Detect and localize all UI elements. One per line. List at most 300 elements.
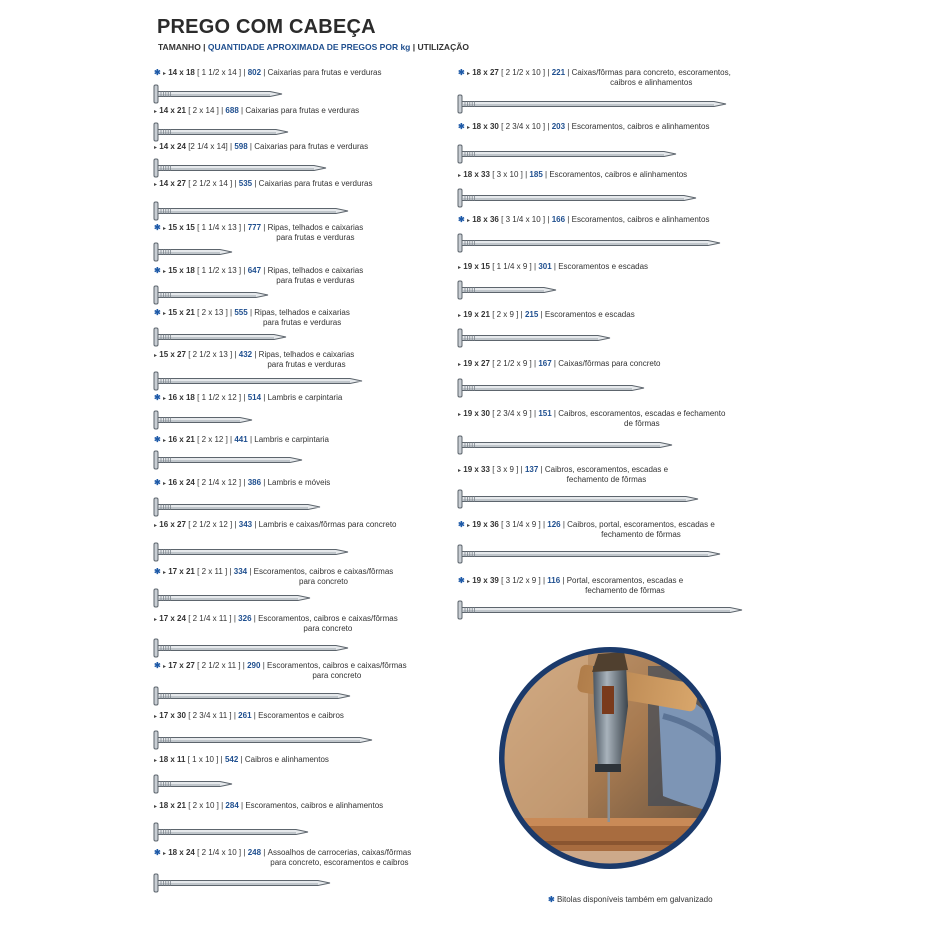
nail-use	[268, 393, 343, 403]
nail-quantity: 137	[524, 465, 539, 474]
nail-label	[458, 359, 660, 371]
nail-use-line: Lambris e móveis	[267, 478, 331, 487]
nail-icon	[152, 820, 312, 844]
separator: |	[567, 68, 570, 77]
separator: |	[520, 310, 523, 319]
triangle-right-icon: ▸	[466, 523, 470, 529]
nail-inch-size: [ 2 1/2 x 9 ]	[492, 359, 532, 368]
asterisk-icon: ✱	[458, 520, 465, 529]
nail-use	[545, 465, 668, 484]
legend-quantity: QUANTIDADE APROXIMADA DE PREGOS POR kg	[207, 42, 411, 52]
nail-use	[558, 262, 648, 272]
nail-size: 15 x 18	[168, 266, 195, 275]
triangle-right-icon: ▸	[458, 412, 462, 418]
nail-label	[458, 465, 668, 484]
separator: |	[230, 308, 233, 317]
triangle-right-icon: ▸	[162, 269, 166, 275]
nail-use	[254, 435, 329, 445]
nail-label	[154, 106, 359, 118]
separator: |	[254, 350, 257, 359]
nail-icon	[152, 283, 272, 307]
nail-label	[154, 393, 342, 405]
separator: |	[243, 223, 246, 232]
nail-use	[245, 755, 329, 765]
nail-inch-size: [ 2 1/2 x 14 ]	[188, 179, 233, 188]
separator: |	[234, 350, 237, 359]
nail-use-line: para concreto	[299, 576, 348, 586]
nail-quantity: 334	[233, 567, 248, 576]
nail-size: 19 x 30	[463, 409, 490, 418]
nail-size: 18 x 11	[159, 755, 186, 764]
triangle-right-icon: ▸	[154, 617, 158, 623]
nail-label	[458, 122, 709, 134]
nail-label	[154, 755, 329, 767]
separator: |	[249, 435, 253, 444]
nail-use-line: caibros e alinhamentos	[610, 77, 693, 87]
separator: |	[221, 106, 224, 115]
separator: |	[253, 711, 256, 720]
nail-icon	[456, 142, 680, 166]
nail-quantity: 290	[247, 661, 261, 670]
nail-quantity: 203	[551, 122, 566, 131]
nail-label	[154, 661, 407, 680]
nail-quantity: 432	[238, 350, 253, 359]
nail-size: 15 x 15	[168, 223, 195, 232]
nail-size: 18 x 21	[159, 801, 186, 810]
nail-label	[458, 68, 731, 87]
nail-use	[268, 266, 364, 285]
nail-use-line: Escoramentos, caibros e alinhamentos	[245, 801, 384, 810]
nail-use-line: Caibros, escoramentos, escadas e	[544, 465, 669, 474]
nail-use-line: Portal, escoramentos, escadas e	[566, 576, 684, 585]
triangle-right-icon: ▸	[154, 145, 158, 151]
nail-inch-size: [ 2 x 10 ]	[188, 801, 219, 810]
nail-quantity: 441	[234, 435, 248, 444]
separator: |	[243, 848, 246, 857]
triangle-right-icon: ▸	[458, 468, 462, 474]
nail-size: 16 x 24	[168, 478, 195, 487]
nail-quantity: 542	[224, 755, 239, 764]
nail-size: 17 x 30	[159, 711, 186, 720]
nail-use	[558, 359, 660, 369]
asterisk-icon: ✱	[154, 848, 161, 857]
triangle-right-icon: ▸	[458, 362, 462, 368]
nail-label	[154, 142, 368, 154]
separator: |	[243, 478, 246, 487]
nail-icon	[152, 199, 352, 223]
nail-icon	[152, 495, 324, 519]
nail-use	[254, 142, 368, 152]
asterisk-icon: ✱	[154, 223, 161, 232]
nail-use	[268, 68, 382, 78]
nail-size: 14 x 21	[159, 106, 186, 115]
nail-use	[268, 478, 331, 488]
separator: |	[249, 142, 252, 151]
hammer-photo	[498, 646, 722, 870]
triangle-right-icon: ▸	[458, 265, 462, 271]
legend-use: | UTILIZAÇÃO	[412, 42, 469, 52]
asterisk-icon: ✱	[458, 68, 465, 77]
nail-label	[458, 409, 725, 428]
asterisk-icon: ✱	[458, 576, 465, 585]
nail-use-line: fechamento de fôrmas	[585, 585, 665, 595]
nail-size: 19 x 36	[472, 520, 499, 529]
nail-size: 15 x 21	[168, 308, 195, 317]
nail-quantity: 215	[524, 310, 539, 319]
asterisk-icon: ✱	[154, 308, 161, 317]
nail-inch-size: [ 3 x 10 ]	[492, 170, 523, 179]
nail-use-line: Escoramentos, caibros e caixas/fôrmas	[258, 614, 398, 623]
nail-icon	[152, 586, 314, 610]
nail-size: 17 x 24	[159, 614, 186, 623]
nail-icon	[152, 871, 334, 895]
footnote	[548, 895, 713, 904]
triangle-right-icon: ▸	[162, 481, 166, 487]
separator: |	[540, 465, 543, 474]
nail-size: 16 x 18	[168, 393, 195, 402]
separator: |	[243, 68, 246, 77]
nail-use	[268, 848, 412, 867]
nail-inch-size: [ 2 1/4 x 11 ]	[188, 614, 232, 623]
nail-use	[268, 223, 364, 242]
nail-inch-size: [ 2 3/4 x 11 ]	[188, 711, 232, 720]
nail-use-line: Lambris e caixas/fôrmas para concreto	[258, 520, 397, 529]
nail-label	[458, 310, 635, 322]
nail-inch-size: [ 1 1/4 x 9 ]	[492, 262, 532, 271]
separator: |	[553, 409, 556, 418]
nail-inch-size: [ 1 1/4 x 13 ]	[197, 223, 242, 232]
nail-label	[154, 520, 397, 532]
separator: |	[263, 68, 266, 77]
separator: |	[525, 170, 528, 179]
nail-use-line: Caixarias para frutas e verduras	[245, 106, 360, 115]
nail-quantity: 514	[247, 393, 262, 402]
nail-label	[154, 711, 344, 723]
nail-label	[154, 801, 383, 813]
nail-use	[245, 106, 359, 116]
nail-use	[572, 68, 731, 87]
separator: |	[263, 393, 266, 402]
nail-quantity: 248	[247, 848, 262, 857]
triangle-right-icon: ▸	[458, 313, 462, 319]
nail-icon	[152, 540, 352, 564]
nail-size: 19 x 15	[463, 262, 490, 271]
nail-size: 19 x 33	[463, 465, 490, 474]
nail-use-line: para frutas e verduras	[267, 359, 346, 369]
nail-icon	[152, 772, 236, 796]
nail-inch-size: [ 3 1/2 x 9 ]	[501, 576, 541, 585]
nail-size: 19 x 39	[472, 576, 499, 585]
nail-use-line: para concreto	[312, 670, 362, 680]
nail-icon	[456, 376, 648, 400]
nail-use-line: de fôrmas	[624, 418, 660, 428]
asterisk-icon: ✱	[154, 478, 161, 487]
separator: |	[241, 106, 244, 115]
separator: |	[233, 711, 236, 720]
nail-label	[154, 179, 373, 191]
nail-icon	[456, 433, 676, 457]
nail-use	[572, 122, 710, 132]
asterisk-icon: ✱	[458, 122, 465, 131]
nail-use	[567, 520, 715, 539]
separator: |	[534, 359, 537, 368]
nail-icon	[456, 231, 724, 255]
nail-icon	[152, 728, 376, 752]
nail-quantity: 126	[547, 520, 561, 529]
triangle-right-icon: ▸	[458, 173, 462, 179]
nail-use-line: Caibros, portal, escoramentos, escadas e	[567, 520, 715, 529]
triangle-right-icon: ▸	[154, 182, 158, 188]
asterisk-icon: ✱	[154, 661, 161, 670]
nail-use-line: Assoalhos de carrocerias, caixas/fôrmas	[267, 848, 412, 857]
separator: |	[534, 409, 537, 418]
nail-use	[254, 567, 394, 586]
separator: |	[230, 142, 233, 151]
nail-use-line: para frutas e verduras	[262, 317, 342, 327]
nail-quantity: 343	[238, 520, 253, 529]
nail-icon	[152, 369, 366, 393]
triangle-right-icon: ▸	[154, 353, 158, 359]
separator: |	[243, 266, 246, 275]
nail-use-line: Escoramentos e caibros	[258, 711, 344, 720]
asterisk-icon: ✱	[458, 215, 465, 224]
nail-icon	[152, 408, 256, 432]
nail-inch-size: [ 3 x 9 ]	[492, 465, 519, 474]
nail-inch-size: [ 1 1/2 x 12 ]	[197, 393, 242, 402]
nail-size: 17 x 27	[168, 661, 195, 670]
nail-use	[267, 661, 407, 680]
nail-inch-size: [ 1 x 10 ]	[187, 755, 219, 764]
separator: |	[249, 308, 253, 317]
nail-quantity: 151	[538, 409, 552, 418]
nail-inch-size: [2 1/4 x 14]	[188, 142, 228, 151]
triangle-right-icon: ▸	[154, 758, 158, 764]
triangle-right-icon: ▸	[162, 851, 166, 857]
nail-use	[549, 170, 687, 180]
nail-icon	[456, 186, 700, 210]
triangle-right-icon: ▸	[154, 109, 158, 115]
nail-use	[259, 350, 355, 369]
triangle-right-icon: ▸	[466, 125, 470, 131]
nail-icon	[456, 92, 730, 116]
separator: |	[263, 223, 266, 232]
separator: |	[545, 170, 548, 179]
nail-icon	[152, 240, 236, 264]
nail-inch-size: [ 3 1/4 x 10 ]	[501, 215, 546, 224]
separator: |	[234, 179, 237, 188]
nail-inch-size: [ 2 x 9 ]	[492, 310, 519, 319]
nail-size: 16 x 21	[168, 435, 195, 444]
nail-inch-size: [ 2 3/4 x 9 ]	[492, 409, 532, 418]
nail-use	[259, 520, 397, 530]
nail-use-line: Caibros e alinhamentos	[244, 755, 329, 764]
separator: |	[263, 848, 266, 857]
nail-quantity: 167	[538, 359, 552, 368]
triangle-right-icon: ▸	[162, 71, 166, 77]
separator: |	[567, 215, 570, 224]
nail-quantity: 598	[234, 142, 248, 151]
triangle-right-icon: ▸	[466, 71, 470, 77]
asterisk-icon: ✱	[154, 266, 161, 275]
nail-quantity: 116	[547, 576, 561, 585]
nail-size: 15 x 27	[159, 350, 186, 359]
nail-size: 18 x 27	[472, 68, 499, 77]
nail-use	[259, 179, 373, 189]
nail-icon	[456, 326, 614, 350]
nail-icon	[456, 278, 560, 302]
nail-use-line: Caixas/fôrmas para concreto	[558, 359, 661, 368]
nail-label	[458, 520, 715, 539]
nail-size: 17 x 21	[168, 567, 195, 576]
separator: |	[254, 520, 257, 529]
nail-label	[154, 350, 354, 369]
separator: |	[540, 310, 543, 319]
nail-use-line: Caixarias para frutas e verduras	[267, 68, 382, 77]
nail-use-line: para concreto, escoramentos e caibros	[270, 857, 409, 867]
nail-quantity: 221	[551, 68, 566, 77]
separator: |	[263, 478, 266, 487]
nail-quantity: 555	[234, 308, 248, 317]
nail-inch-size: [ 2 1/4 x 10 ]	[197, 848, 242, 857]
separator: |	[562, 520, 565, 529]
separator: |	[253, 614, 256, 623]
nail-inch-size: [ 2 x 11 ]	[197, 567, 228, 576]
nail-label	[458, 215, 709, 227]
nail-use-line: Escoramentos, caibros e caixas/fôrmas	[253, 567, 394, 576]
nail-inch-size: [ 3 1/4 x 9 ]	[501, 520, 541, 529]
nail-quantity: 326	[238, 614, 252, 623]
nail-use	[572, 215, 710, 225]
nail-icon	[456, 542, 724, 566]
triangle-right-icon: ▸	[154, 714, 158, 720]
nail-use	[258, 711, 344, 721]
triangle-right-icon: ▸	[466, 218, 470, 224]
separator: |	[229, 567, 232, 576]
nail-inch-size: [ 2 1/2 x 11 ]	[197, 661, 241, 670]
nail-use-line: para frutas e verduras	[276, 232, 355, 242]
nail-use	[258, 614, 398, 633]
nail-label	[154, 614, 398, 633]
nail-use-line: Escoramentos e escadas	[558, 262, 649, 271]
triangle-right-icon: ▸	[162, 438, 166, 444]
separator: |	[553, 359, 556, 368]
nail-icon	[152, 448, 306, 472]
nail-label	[154, 68, 381, 80]
page-title: PREGO COM CABEÇA	[157, 16, 376, 38]
nail-inch-size: [ 2 1/2 x 12 ]	[188, 520, 233, 529]
nail-use-line: Escoramentos, caibros e alinhamentos	[549, 170, 688, 179]
nail-use-line: Lambris e carpintaria	[254, 435, 329, 444]
separator: |	[542, 520, 546, 529]
triangle-right-icon: ▸	[162, 226, 166, 232]
nail-quantity: 166	[551, 215, 566, 224]
nail-icon	[152, 156, 330, 180]
nail-label	[458, 576, 683, 595]
asterisk-icon: ✱	[154, 393, 161, 402]
nail-size: 14 x 24	[159, 142, 186, 151]
nail-use-line: Caixarias para frutas e verduras	[258, 179, 373, 188]
nail-use-line: Caixas/fôrmas para concreto, escoramentos,	[571, 68, 731, 77]
nail-size: 18 x 30	[472, 122, 499, 131]
separator: |	[234, 520, 237, 529]
separator: |	[241, 801, 244, 810]
legend-size: TAMANHO |	[158, 42, 206, 52]
separator: |	[553, 262, 556, 271]
nail-use-line: Ripas, telhados e caixarias	[267, 266, 364, 275]
separator: |	[542, 576, 546, 585]
nail-quantity: 647	[247, 266, 262, 275]
nail-use-line: Escoramentos, caibros e alinhamentos	[571, 122, 710, 131]
nail-label	[154, 435, 329, 447]
nail-quantity: 301	[538, 262, 552, 271]
nail-quantity: 688	[225, 106, 239, 115]
nail-quantity: 284	[225, 801, 239, 810]
nail-icon	[152, 684, 354, 708]
nail-size: 19 x 27	[463, 359, 490, 368]
nail-use	[558, 409, 725, 428]
nail-quantity: 185	[529, 170, 543, 179]
nail-icon	[152, 636, 352, 660]
triangle-right-icon: ▸	[162, 396, 166, 402]
nail-inch-size: [ 1 1/2 x 14 ]	[197, 68, 242, 77]
separator: |	[262, 661, 265, 670]
separator: |	[562, 576, 565, 585]
nail-quantity: 777	[247, 223, 262, 232]
nail-use-line: Caibros, escoramentos, escadas e fechamento	[558, 409, 726, 418]
separator: |	[547, 122, 550, 131]
nail-use-line: para concreto	[303, 623, 353, 633]
separator: |	[254, 179, 257, 188]
separator: |	[233, 614, 236, 623]
triangle-right-icon: ▸	[466, 579, 470, 585]
nail-inch-size: [ 2 x 14 ]	[188, 106, 219, 115]
nail-use	[245, 801, 383, 811]
nail-icon	[456, 487, 702, 511]
nail-inch-size: [ 2 x 12 ]	[197, 435, 228, 444]
nail-size: 19 x 21	[463, 310, 490, 319]
triangle-right-icon: ▸	[162, 311, 166, 317]
nail-inch-size: [ 1 1/2 x 13 ]	[197, 266, 242, 275]
nail-size: 16 x 27	[159, 520, 186, 529]
nail-label	[458, 170, 687, 182]
nail-icon	[456, 598, 746, 622]
nail-size: 18 x 33	[463, 170, 490, 179]
nail-quantity: 261	[238, 711, 252, 720]
nail-use	[545, 310, 635, 320]
separator: |	[547, 68, 550, 77]
separator: |	[220, 755, 223, 764]
nail-size: 14 x 27	[159, 179, 186, 188]
nail-quantity: 535	[238, 179, 253, 188]
nail-use-line: para frutas e verduras	[276, 275, 355, 285]
footnote-text: Bitolas disponíveis também em galvanizado	[556, 895, 713, 904]
nail-use-line: Ripas, telhados e caixarias	[254, 308, 350, 317]
nail-quantity: 802	[247, 68, 262, 77]
nail-inch-size: [ 2 3/4 x 10 ]	[501, 122, 546, 131]
separator: |	[249, 567, 252, 576]
nail-use-line: Ripas, telhados e caixarias	[267, 223, 364, 232]
nail-inch-size: [ 2 1/2 x 10 ]	[501, 68, 546, 77]
nail-label	[154, 848, 411, 867]
asterisk-icon: ✱	[154, 68, 161, 77]
triangle-right-icon: ▸	[162, 664, 166, 670]
separator: |	[520, 465, 523, 474]
nail-quantity: 386	[247, 478, 262, 487]
triangle-right-icon: ▸	[162, 570, 166, 576]
nail-size: 14 x 18	[168, 68, 195, 77]
triangle-right-icon: ▸	[154, 523, 158, 529]
separator: |	[221, 801, 224, 810]
